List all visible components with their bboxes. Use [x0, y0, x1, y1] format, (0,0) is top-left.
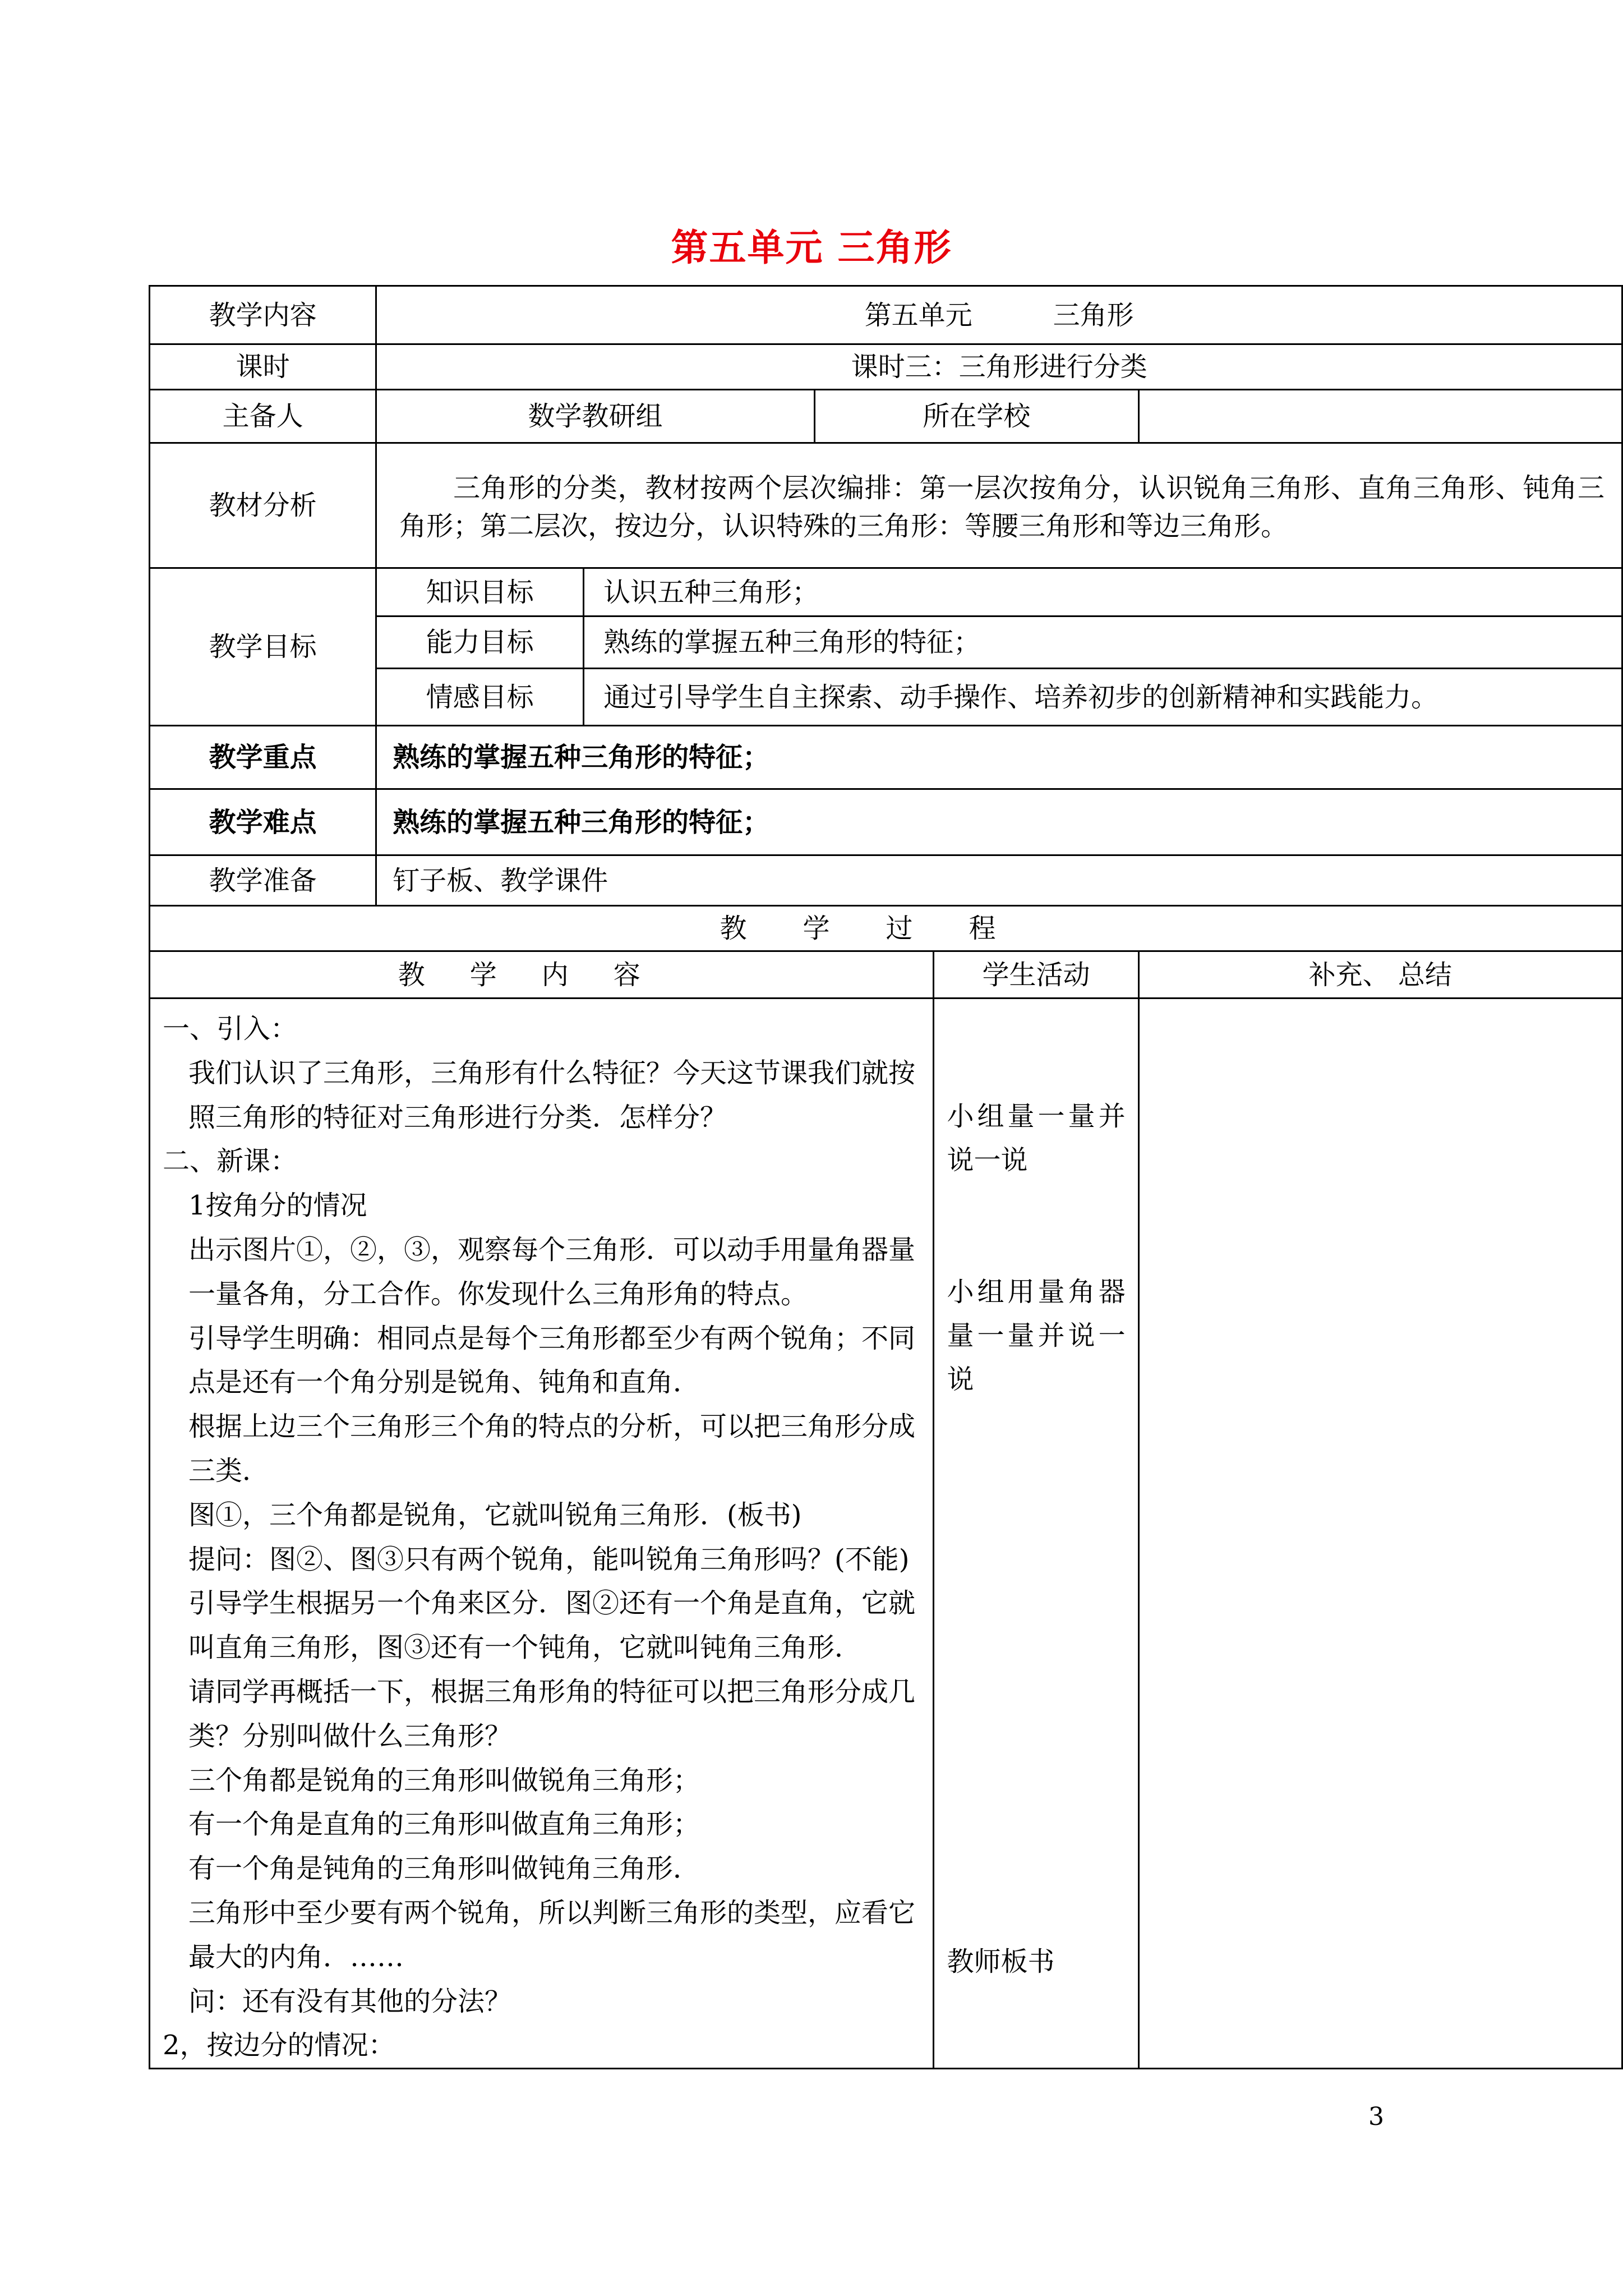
- objective-ability-text: 熟练的掌握五种三角形的特征；: [584, 616, 1622, 669]
- process-line: 图①，三个角都是锐角，它就叫锐角三角形．(板书): [188, 1499, 802, 1531]
- document-title: 第五单元 三角形: [671, 226, 952, 269]
- process-line: 2，按边分的情况：: [163, 2030, 395, 2062]
- difficulty-text: 熟练的掌握五种三角形的特征；: [376, 789, 1622, 855]
- column-student-activity: 学生活动: [934, 951, 1138, 999]
- teaching-content-value: 第五单元 三角形: [376, 286, 1622, 344]
- summary-body: [1138, 999, 1622, 2069]
- material-analysis-label: 教材分析: [150, 443, 376, 568]
- row-material-analysis: [150, 443, 1622, 568]
- row-preparer: [150, 390, 1622, 443]
- column-teaching-content: 教学内容: [150, 951, 934, 999]
- student-activity-item: 教师板书: [947, 1946, 1055, 1977]
- process-line: 有一个角是直角的三角形叫做直角三角形；: [188, 1809, 700, 1841]
- key-point-text: 熟练的掌握五种三角形的特征；: [376, 726, 1622, 789]
- teaching-content-body: [150, 999, 934, 2069]
- teaching-content-label: 教学内容: [150, 286, 376, 344]
- teaching-objectives-label: 教学目标: [150, 568, 376, 726]
- row-lesson: [150, 344, 1622, 390]
- objective-knowledge-label: 知识目标: [376, 568, 584, 616]
- process-line: 问：还有没有其他的分法？: [188, 1985, 512, 2017]
- objective-emotion-label: 情感目标: [376, 669, 584, 726]
- lesson-label: 课时: [150, 344, 376, 390]
- preparation-label: 教学准备: [150, 855, 376, 906]
- row-objective-knowledge: [150, 568, 1622, 616]
- process-line: 1按角分的情况: [188, 1190, 367, 1222]
- row-process-body: [150, 999, 1622, 2069]
- process-line: 出示图片①，②，③，观察每个三角形．可以动手用量角器量一量各角，分工合作。你发现什么三角形角的特点。: [188, 1234, 916, 1310]
- process-line: 一、引入：: [163, 1013, 298, 1045]
- process-line: 三个角都是锐角的三角形叫做锐角三角形；: [188, 1764, 700, 1796]
- school-label: 所在学校: [814, 390, 1138, 443]
- preparation-text: 钉子板、教学课件: [376, 855, 1622, 906]
- material-analysis-text: 三角形的分类，教材按两个层次编排：第一层次按角分，认识锐角三角形、直角三角形、钝角三角形；第二层次，按边分，认识特殊的三角形：等腰三角形和等边三角形。: [376, 443, 1622, 568]
- row-process-columns: [150, 951, 1622, 999]
- student-activity-item: 小组量一量并说一说: [947, 1101, 1126, 1176]
- student-activity-item: 小组用量角器量一量并说一说: [947, 1276, 1126, 1395]
- teaching-process-header: 教学过程: [150, 906, 1622, 951]
- objective-ability-label: 能力目标: [376, 616, 584, 669]
- student-activity-body: [934, 999, 1138, 2069]
- school-value: [1138, 390, 1622, 443]
- row-difficulty: [150, 789, 1622, 855]
- objective-emotion-text: 通过引导学生自主探索、动手操作、培养初步的创新精神和实践能力。: [584, 669, 1622, 726]
- process-line: 根据上边三个三角形三个角的特点的分析，可以把三角形分成三类．: [188, 1411, 916, 1487]
- difficulty-label: 教学难点: [150, 789, 376, 855]
- process-line: 引导学生根据另一个角来区分．图②还有一个角是直角，它就叫直角三角形，图③还有一个钝角，它就叫钝角三角形．: [188, 1588, 916, 1664]
- process-line: 引导学生明确：相同点是每个三角形都至少有两个锐角；不同点是还有一个角分别是锐角、钝角和直角．: [188, 1322, 916, 1398]
- preparer-value: 数学教研组: [376, 390, 815, 443]
- process-line: 三角形中至少要有两个锐角，所以判断三角形的类型，应看它最大的内角．……: [188, 1897, 916, 1973]
- row-teaching-content: [150, 286, 1622, 344]
- column-summary: 补充、 总结: [1138, 951, 1622, 999]
- row-preparation: [150, 855, 1622, 906]
- lesson-value: 课时三：三角形进行分类: [376, 344, 1622, 390]
- process-line: 有一个角是钝角的三角形叫做钝角三角形．: [188, 1853, 700, 1885]
- lesson-plan-table: [149, 285, 1623, 2069]
- process-line: 二、新课：: [163, 1145, 298, 1177]
- objective-knowledge-text: 认识五种三角形；: [584, 568, 1622, 616]
- process-line: 提问：图②、图③只有两个锐角，能叫锐角三角形吗？(不能): [188, 1543, 910, 1575]
- page-number: 3: [1368, 2102, 1384, 2131]
- row-process-header: [150, 906, 1622, 951]
- preparer-label: 主备人: [150, 390, 376, 443]
- process-line: 我们认识了三角形，三角形有什么特征？今天这节课我们就按照三角形的特征对三角形进行分类．怎样分？: [188, 1057, 916, 1133]
- row-key-point: [150, 726, 1622, 789]
- process-line: 请同学再概括一下，根据三角形角的特征可以把三角形分成几类？分别叫做什么三角形？: [188, 1676, 916, 1752]
- key-point-label: 教学重点: [150, 726, 376, 789]
